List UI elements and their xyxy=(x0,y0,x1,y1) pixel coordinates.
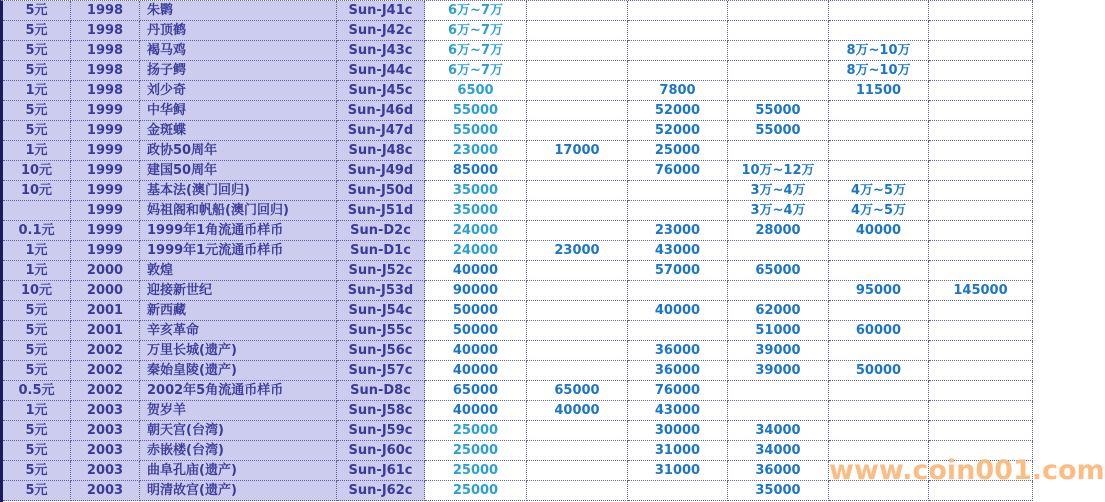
price-cell-6 xyxy=(929,421,1033,441)
price-cell-4: 28000 xyxy=(728,221,829,241)
catalog-cell: Sun-J54c xyxy=(337,301,425,321)
table-row xyxy=(3,321,1033,341)
catalog-cell: Sun-J42c xyxy=(337,21,425,41)
denomination-cell: 0.5元 xyxy=(3,381,71,401)
price-cell-6 xyxy=(929,261,1033,281)
price-cell-2: 17000 xyxy=(527,141,628,161)
price-cell-2 xyxy=(527,121,628,141)
table-row xyxy=(3,141,1033,161)
price-cell-3: 25000 xyxy=(628,141,728,161)
price-cell-6 xyxy=(929,41,1033,61)
year-cell: 1999 xyxy=(71,121,140,141)
price-cell-2 xyxy=(527,321,628,341)
table-row xyxy=(3,301,1033,321)
denomination-cell: 10元 xyxy=(3,181,71,201)
coin-name-cell: 中华鲟 xyxy=(140,101,337,121)
coin-name-cell: 万里长城(遗产) xyxy=(140,341,337,361)
year-cell: 1999 xyxy=(71,241,140,261)
coin-name-cell: 秦始皇陵(遗产) xyxy=(140,361,337,381)
price-cell-4 xyxy=(728,281,829,301)
year-cell: 1999 xyxy=(71,101,140,121)
price-cell-5 xyxy=(829,161,929,181)
price-cell-6 xyxy=(929,481,1033,501)
year-cell: 2003 xyxy=(71,441,140,461)
price-cell-5: 60000 xyxy=(829,321,929,341)
price-cell-1: 40000 xyxy=(425,401,527,421)
price-cell-3 xyxy=(628,21,728,41)
table-row xyxy=(3,461,1033,481)
year-cell: 1998 xyxy=(71,61,140,81)
coin-name-cell: 朱鹮 xyxy=(140,1,337,21)
catalog-cell: Sun-D1c xyxy=(337,241,425,261)
table-row xyxy=(3,281,1033,301)
price-cell-3 xyxy=(628,41,728,61)
table-row xyxy=(3,121,1033,141)
price-cell-6 xyxy=(929,141,1033,161)
coin-name-cell: 丹顶鹤 xyxy=(140,21,337,41)
price-cell-4: 34000 xyxy=(728,421,829,441)
table-row xyxy=(3,81,1033,101)
denomination-cell: 0.1元 xyxy=(3,221,71,241)
coin-name-cell: 建国50周年 xyxy=(140,161,337,181)
table-row xyxy=(3,161,1033,181)
price-cell-2 xyxy=(527,481,628,501)
table-row xyxy=(3,381,1033,401)
denomination-cell: 10元 xyxy=(3,161,71,181)
price-cell-5 xyxy=(829,381,929,401)
price-cell-5 xyxy=(829,401,929,421)
price-cell-4: 55000 xyxy=(728,101,829,121)
price-cell-4: 51000 xyxy=(728,321,829,341)
price-cell-2: 40000 xyxy=(527,401,628,421)
denomination-cell: 5元 xyxy=(3,121,71,141)
year-cell: 2002 xyxy=(71,361,140,381)
price-cell-4: 3万~4万 xyxy=(728,181,829,201)
coin-name-cell: 扬子鳄 xyxy=(140,61,337,81)
table-row xyxy=(3,241,1033,261)
price-cell-6 xyxy=(929,101,1033,121)
price-cell-6 xyxy=(929,341,1033,361)
catalog-cell: Sun-J57c xyxy=(337,361,425,381)
coin-name-cell: 1999年1元流通币样币 xyxy=(140,241,337,261)
price-cell-4: 36000 xyxy=(728,461,829,481)
price-cell-2 xyxy=(527,281,628,301)
year-cell: 2002 xyxy=(71,341,140,361)
price-cell-1: 50000 xyxy=(425,321,527,341)
price-cell-1: 6万~7万 xyxy=(425,1,527,21)
table-row xyxy=(3,421,1033,441)
table-row xyxy=(3,61,1033,81)
denomination-cell: 1元 xyxy=(3,141,71,161)
coin-name-cell: 曲阜孔庙(遗产) xyxy=(140,461,337,481)
coin-name-cell: 1999年1角流通币样币 xyxy=(140,221,337,241)
price-cell-3: 31000 xyxy=(628,441,728,461)
year-cell: 2000 xyxy=(71,261,140,281)
price-cell-1: 6万~7万 xyxy=(425,61,527,81)
price-cell-3: 57000 xyxy=(628,261,728,281)
year-cell: 2003 xyxy=(71,401,140,421)
price-cell-6 xyxy=(929,301,1033,321)
price-cell-2 xyxy=(527,361,628,381)
price-cell-3: 52000 xyxy=(628,121,728,141)
table-row xyxy=(3,481,1033,501)
year-cell: 2001 xyxy=(71,321,140,341)
price-cell-1: 6500 xyxy=(425,81,527,101)
catalog-cell: Sun-J47d xyxy=(337,121,425,141)
price-cell-6 xyxy=(929,221,1033,241)
coin-name-cell: 褐马鸡 xyxy=(140,41,337,61)
price-cell-5 xyxy=(829,341,929,361)
price-cell-2 xyxy=(527,221,628,241)
price-cell-1: 35000 xyxy=(425,201,527,221)
denomination-cell: 10元 xyxy=(3,281,71,301)
catalog-cell: Sun-J60c xyxy=(337,441,425,461)
price-cell-4 xyxy=(728,81,829,101)
price-cell-5: 8万~10万 xyxy=(829,41,929,61)
table-row xyxy=(3,181,1033,201)
year-cell: 1998 xyxy=(71,81,140,101)
denomination-cell: 5元 xyxy=(3,361,71,381)
denomination-cell: 5元 xyxy=(3,101,71,121)
price-cell-1: 24000 xyxy=(425,241,527,261)
catalog-cell: Sun-J43c xyxy=(337,41,425,61)
price-cell-2 xyxy=(527,41,628,61)
price-cell-4: 39000 xyxy=(728,361,829,381)
price-cell-3 xyxy=(628,201,728,221)
price-cell-5 xyxy=(829,461,929,481)
price-cell-1: 40000 xyxy=(425,361,527,381)
table-row xyxy=(3,341,1033,361)
year-cell: 1999 xyxy=(71,161,140,181)
price-cell-3 xyxy=(628,1,728,21)
price-cell-6 xyxy=(929,321,1033,341)
price-cell-2 xyxy=(527,101,628,121)
price-cell-3: 36000 xyxy=(628,361,728,381)
price-cell-6 xyxy=(929,241,1033,261)
price-cell-3: 43000 xyxy=(628,401,728,421)
price-cell-2 xyxy=(527,81,628,101)
price-cell-6: 145000 xyxy=(929,281,1033,301)
price-cell-4 xyxy=(728,141,829,161)
price-cell-3 xyxy=(628,481,728,501)
price-cell-4 xyxy=(728,381,829,401)
table-row xyxy=(3,21,1033,41)
price-cell-5 xyxy=(829,241,929,261)
price-cell-5 xyxy=(829,301,929,321)
price-cell-6 xyxy=(929,381,1033,401)
denomination-cell: 5元 xyxy=(3,461,71,481)
catalog-cell: Sun-J58c xyxy=(337,401,425,421)
price-cell-2 xyxy=(527,341,628,361)
price-cell-4 xyxy=(728,21,829,41)
year-cell: 1999 xyxy=(71,201,140,221)
coin-name-cell: 妈祖阁和帆船(澳门回归) xyxy=(140,201,337,221)
denomination-cell: 5元 xyxy=(3,321,71,341)
price-cell-5: 4万~5万 xyxy=(829,181,929,201)
price-cell-6 xyxy=(929,441,1033,461)
price-cell-2 xyxy=(527,1,628,21)
price-cell-3: 40000 xyxy=(628,301,728,321)
denomination-cell: 1元 xyxy=(3,401,71,421)
price-cell-6 xyxy=(929,401,1033,421)
price-cell-1: 25000 xyxy=(425,481,527,501)
year-cell: 2003 xyxy=(71,481,140,501)
price-cell-6 xyxy=(929,21,1033,41)
price-cell-2: 65000 xyxy=(527,381,628,401)
price-cell-2 xyxy=(527,421,628,441)
price-cell-1: 35000 xyxy=(425,181,527,201)
year-cell: 2002 xyxy=(71,381,140,401)
price-cell-3 xyxy=(628,281,728,301)
price-cell-6 xyxy=(929,1,1033,21)
price-cell-5: 11500 xyxy=(829,81,929,101)
price-cell-1: 25000 xyxy=(425,461,527,481)
price-cell-1: 65000 xyxy=(425,381,527,401)
price-cell-3: 76000 xyxy=(628,381,728,401)
denomination-cell: 1元 xyxy=(3,261,71,281)
price-cell-5 xyxy=(829,261,929,281)
price-cell-1: 55000 xyxy=(425,121,527,141)
price-cell-6 xyxy=(929,121,1033,141)
catalog-cell: Sun-J50d xyxy=(337,181,425,201)
price-cell-5 xyxy=(829,1,929,21)
price-cell-1: 40000 xyxy=(425,261,527,281)
price-cell-5: 95000 xyxy=(829,281,929,301)
price-cell-3: 43000 xyxy=(628,241,728,261)
denomination-cell xyxy=(3,201,71,221)
denomination-cell: 5元 xyxy=(3,341,71,361)
catalog-cell: Sun-J46d xyxy=(337,101,425,121)
price-cell-2 xyxy=(527,261,628,281)
catalog-cell: Sun-J55c xyxy=(337,321,425,341)
table-row xyxy=(3,401,1033,421)
price-cell-4: 10万~12万 xyxy=(728,161,829,181)
price-cell-6 xyxy=(929,361,1033,381)
price-cell-2 xyxy=(527,441,628,461)
coin-name-cell: 贺岁羊 xyxy=(140,401,337,421)
denomination-cell: 5元 xyxy=(3,301,71,321)
price-cell-6 xyxy=(929,81,1033,101)
price-cell-5 xyxy=(829,21,929,41)
denomination-cell: 1元 xyxy=(3,81,71,101)
catalog-cell: Sun-J53d xyxy=(337,281,425,301)
coin-name-cell: 基本法(澳门回归) xyxy=(140,181,337,201)
price-cell-3 xyxy=(628,321,728,341)
year-cell: 1998 xyxy=(71,41,140,61)
price-cell-5: 40000 xyxy=(829,221,929,241)
price-cell-5 xyxy=(829,121,929,141)
price-cell-1: 40000 xyxy=(425,341,527,361)
denomination-cell: 5元 xyxy=(3,421,71,441)
year-cell: 1998 xyxy=(71,21,140,41)
price-cell-1: 85000 xyxy=(425,161,527,181)
price-cell-1: 24000 xyxy=(425,221,527,241)
catalog-cell: Sun-J41c xyxy=(337,1,425,21)
price-cell-4 xyxy=(728,1,829,21)
coin-name-cell: 2002年5角流通币样币 xyxy=(140,381,337,401)
price-cell-3: 23000 xyxy=(628,221,728,241)
denomination-cell: 5元 xyxy=(3,481,71,501)
coin-name-cell: 赤嵌楼(台湾) xyxy=(140,441,337,461)
catalog-cell: Sun-J61c xyxy=(337,461,425,481)
denomination-cell: 5元 xyxy=(3,61,71,81)
price-cell-3 xyxy=(628,181,728,201)
price-cell-2 xyxy=(527,21,628,41)
price-cell-6 xyxy=(929,461,1033,481)
year-cell: 1999 xyxy=(71,221,140,241)
price-cell-3: 30000 xyxy=(628,421,728,441)
price-cell-4: 3万~4万 xyxy=(728,201,829,221)
price-cell-6 xyxy=(929,181,1033,201)
year-cell: 2000 xyxy=(71,281,140,301)
price-cell-3: 76000 xyxy=(628,161,728,181)
year-cell: 1999 xyxy=(71,181,140,201)
price-cell-2 xyxy=(527,461,628,481)
price-cell-2 xyxy=(527,161,628,181)
price-cell-1: 6万~7万 xyxy=(425,21,527,41)
coin-name-cell: 辛亥革命 xyxy=(140,321,337,341)
denomination-cell: 5元 xyxy=(3,21,71,41)
catalog-cell: Sun-J62c xyxy=(337,481,425,501)
watermark: www.coin001.com xyxy=(829,455,1105,486)
price-cell-3: 52000 xyxy=(628,101,728,121)
price-cell-3: 36000 xyxy=(628,341,728,361)
price-cell-4: 62000 xyxy=(728,301,829,321)
table-row xyxy=(3,261,1033,281)
denomination-cell: 5元 xyxy=(3,441,71,461)
price-cell-6 xyxy=(929,161,1033,181)
price-cell-4: 35000 xyxy=(728,481,829,501)
price-cell-1: 25000 xyxy=(425,421,527,441)
catalog-cell: Sun-J51d xyxy=(337,201,425,221)
denomination-cell: 5元 xyxy=(3,41,71,61)
year-cell: 1999 xyxy=(71,141,140,161)
price-cell-4: 55000 xyxy=(728,121,829,141)
price-cell-4: 39000 xyxy=(728,341,829,361)
price-cell-5 xyxy=(829,481,929,501)
catalog-cell: Sun-J52c xyxy=(337,261,425,281)
table-row xyxy=(3,201,1033,221)
table-row xyxy=(3,41,1033,61)
catalog-cell: Sun-D2c xyxy=(337,221,425,241)
price-cell-3: 31000 xyxy=(628,461,728,481)
price-cell-5 xyxy=(829,141,929,161)
catalog-cell: Sun-J48c xyxy=(337,141,425,161)
price-cell-5 xyxy=(829,101,929,121)
price-cell-4 xyxy=(728,241,829,261)
price-cell-5: 4万~5万 xyxy=(829,201,929,221)
price-cell-6 xyxy=(929,61,1033,81)
coin-name-cell: 敦煌 xyxy=(140,261,337,281)
price-cell-1: 23000 xyxy=(425,141,527,161)
price-cell-2 xyxy=(527,61,628,81)
price-cell-1: 25000 xyxy=(425,441,527,461)
table-row xyxy=(3,361,1033,381)
table-row xyxy=(3,101,1033,121)
price-cell-1: 6万~7万 xyxy=(425,41,527,61)
catalog-cell: Sun-J44c xyxy=(337,61,425,81)
denomination-cell: 1元 xyxy=(3,241,71,261)
year-cell: 2003 xyxy=(71,461,140,481)
coin-name-cell: 金斑蝶 xyxy=(140,121,337,141)
price-cell-1: 90000 xyxy=(425,281,527,301)
catalog-cell: Sun-J49d xyxy=(337,161,425,181)
table-row xyxy=(3,441,1033,461)
catalog-cell: Sun-J56c xyxy=(337,341,425,361)
coin-name-cell: 迎接新世纪 xyxy=(140,281,337,301)
catalog-cell: Sun-J45c xyxy=(337,81,425,101)
price-cell-5 xyxy=(829,421,929,441)
table-row xyxy=(3,1,1033,21)
catalog-cell: Sun-D8c xyxy=(337,381,425,401)
price-cell-4 xyxy=(728,61,829,81)
catalog-cell: Sun-J59c xyxy=(337,421,425,441)
year-cell: 1998 xyxy=(71,1,140,21)
table-row xyxy=(3,221,1033,241)
price-cell-6 xyxy=(929,201,1033,221)
price-cell-3: 7800 xyxy=(628,81,728,101)
coin-name-cell: 明清故宫(遗产) xyxy=(140,481,337,501)
denomination-cell: 5元 xyxy=(3,1,71,21)
price-cell-2: 23000 xyxy=(527,241,628,261)
price-cell-2 xyxy=(527,181,628,201)
price-cell-1: 55000 xyxy=(425,101,527,121)
coin-name-cell: 刘少奇 xyxy=(140,81,337,101)
price-cell-5: 50000 xyxy=(829,361,929,381)
year-cell: 2001 xyxy=(71,301,140,321)
year-cell: 2003 xyxy=(71,421,140,441)
price-cell-2 xyxy=(527,201,628,221)
price-cell-4: 34000 xyxy=(728,441,829,461)
price-cell-4 xyxy=(728,41,829,61)
coin-name-cell: 政协50周年 xyxy=(140,141,337,161)
price-cell-3 xyxy=(628,61,728,81)
coin-name-cell: 朝天宫(台湾) xyxy=(140,421,337,441)
coin-name-cell: 新西藏 xyxy=(140,301,337,321)
price-cell-2 xyxy=(527,301,628,321)
price-cell-4 xyxy=(728,401,829,421)
price-cell-1: 50000 xyxy=(425,301,527,321)
price-cell-5: 8万~10万 xyxy=(829,61,929,81)
price-cell-4: 65000 xyxy=(728,261,829,281)
price-cell-5 xyxy=(829,441,929,461)
